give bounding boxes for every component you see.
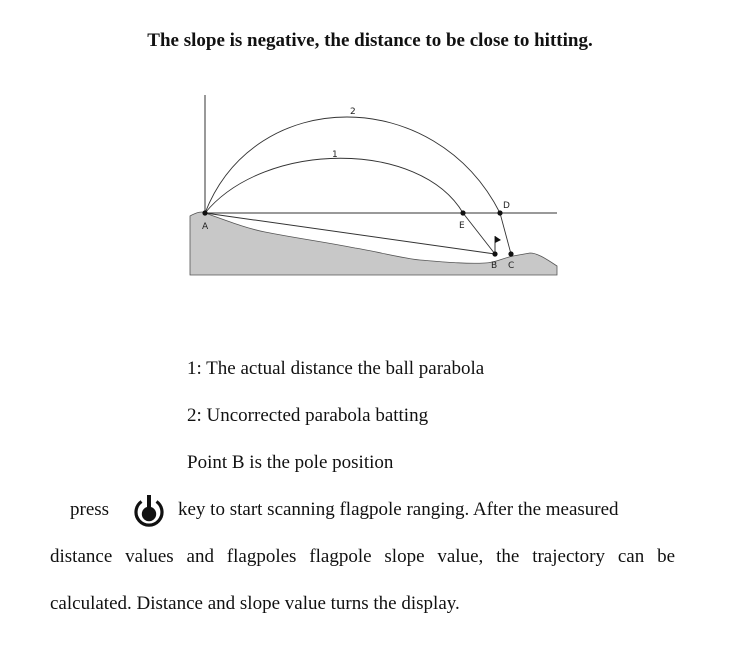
legend-line-3: Point B is the pole position <box>187 452 394 473</box>
label-b: B <box>491 261 498 271</box>
instruction-text-3: calculated. Distance and slope value turns the display. <box>50 593 460 614</box>
power-icon <box>130 494 168 528</box>
label-d: D <box>503 201 510 211</box>
flag-icon <box>495 236 501 243</box>
instruction-text-2: distance values and flagpoles flagpole slope value, the trajectory can be <box>50 546 675 567</box>
label-e: E <box>459 221 465 231</box>
page-title: The slope is negative, the distance to be close to hitting. <box>147 30 593 51</box>
instruction-text-1: key to start scanning flagpole ranging. After the measured <box>178 499 619 520</box>
point-b <box>492 251 497 256</box>
instruction-first-line <box>50 494 675 528</box>
legend-line-2: 2: Uncorrected parabola batting <box>187 405 429 426</box>
trajectory-diagram <box>185 90 565 285</box>
point-d <box>497 210 502 215</box>
label-c: C <box>508 261 515 271</box>
label-curve-2: 2 <box>350 107 356 117</box>
point-c <box>508 251 513 256</box>
legend-line-1: 1: The actual distance the ball parabola <box>187 358 485 379</box>
point-e <box>460 210 465 215</box>
label-curve-1: 1 <box>332 150 338 160</box>
label-a: A <box>202 222 209 232</box>
press-text: press <box>70 499 110 520</box>
point-a <box>202 210 207 215</box>
